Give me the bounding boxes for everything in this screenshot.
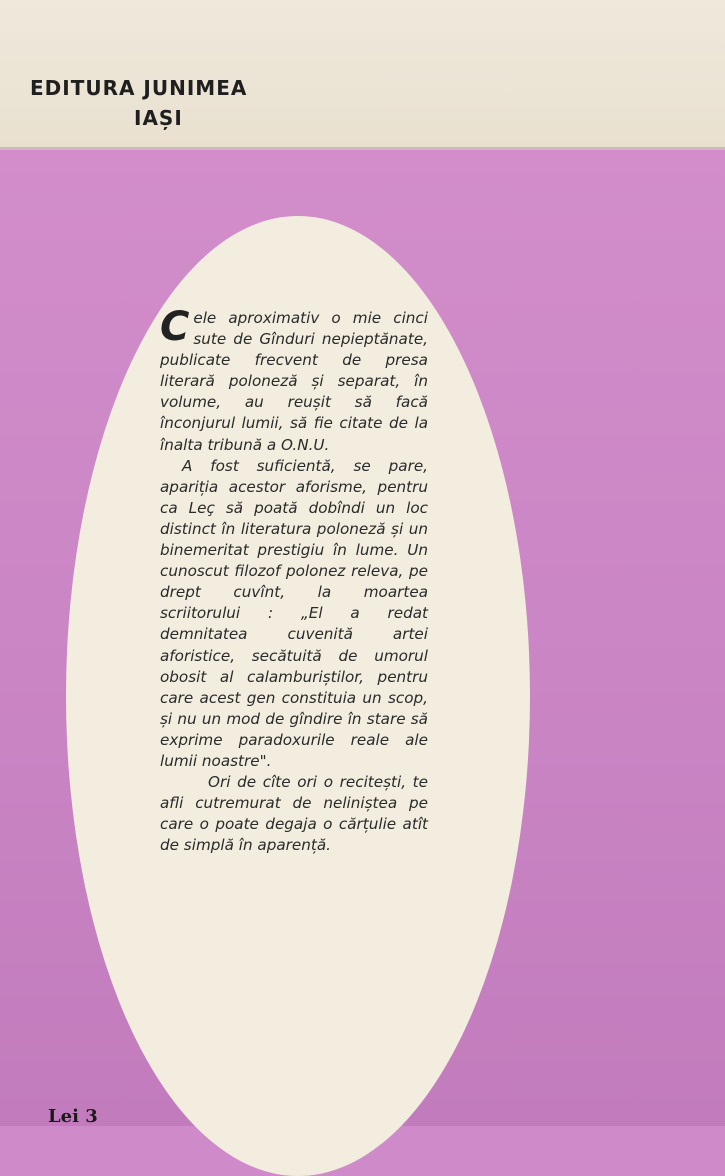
publisher-city: IAȘI [134,106,183,130]
publisher-name: EDITURA JUNIMEA [30,76,248,100]
back-cover-blurb [160,304,428,856]
blurb-paragraph-1 [160,304,428,456]
drop-cap: C [160,304,190,350]
blurb-paragraph-1-text: ele aproximativ o mie cinci sute de Gînduri nepieptănate, publicate frecvent de presa literară poloneză și separat, în volume, au reușit să facă înconjurul lumii, să fie citate de la înalta tribună a O.N.U. [160,309,428,454]
blurb-paragraph-2: A fost suficientă, se pare, apariția acestor aforisme, pentru ca Leç să poată dobîndi un loc distinct în literatura poloneză și un binemeritat prestigiu în lume. Un cunoscut filozof polonez releva, pe drept cuvînt, la moartea scriitorului : „El a redat demnitatea cuvenită artei aforistice, secătuită de umorul obosit al calamburiștilor, pentru care acest gen constituia un scop, și nu un mod de gîndire în stare să exprime paradoxurile reale ale lumii noastre". [160,456,428,770]
top-band [0,0,725,150]
price-label: Lei 3 [48,1106,98,1127]
blurb-paragraph-3: Ori de cîte ori o recitești, te afli cutremurat de neliniștea pe care o poate degaja o cărțulie atît de simplă în aparență. [160,773,428,855]
